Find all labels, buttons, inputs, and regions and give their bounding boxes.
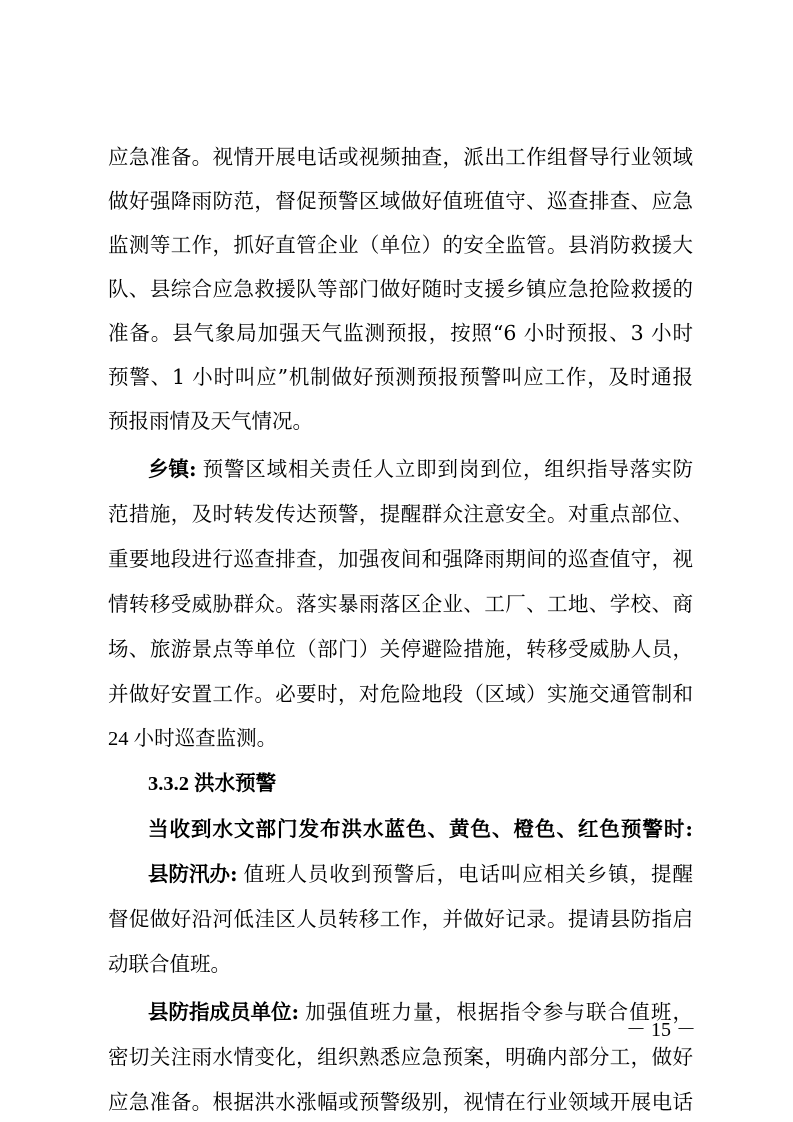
paragraph-line: 加强值班力量，根据指令参与联合值班， (305, 1000, 693, 1024)
paragraph-line: 值班人员收到预警后，电话叫应相关乡镇，提醒 (243, 862, 693, 886)
paragraph-line: 督促做好沿河低洼区人员转移工作，并做好记录。提请县防指启 (108, 907, 693, 931)
paragraph-line: 预警、1 小时叫应”机制做好预测预报预警叫应工作，及时通报 (108, 365, 693, 389)
paragraph-line: 预警区域相关责任人立即到岗到位，组织指导落实防 (202, 457, 693, 481)
paragraph-line: 应急准备。根据洪水涨幅或预警级别，视情在行业领域开展电话 (108, 1090, 693, 1114)
paragraph-line: 范措施，及时转发传达预警，提醒群众注意安全。对重点部位、 (108, 502, 693, 526)
paragraph-first-line (148, 860, 693, 888)
paragraph-line: 做好强降雨防范，督促预警区域做好值班值守、巡查排查、应急 (108, 189, 693, 213)
paragraph-line: 监测等工作，抓好直管企业（单位）的安全监管。县消防救援大 (108, 233, 693, 257)
paragraph-line: 准备。县气象局加强天气监测预报，按照“6 小时预报、3 小时 (108, 321, 693, 345)
paragraph-line: 队、县综合应急救援队等部门做好随时支援乡镇应急抢险救援的 (108, 277, 693, 301)
paragraph-label-member-units: 县防指成员单位: (148, 1000, 300, 1024)
paragraph-label-flood-office: 县防汛办: (148, 862, 238, 886)
paragraph-line: 场、旅游景点等单位（部门）关停避险措施，转移受威胁人员， (108, 637, 693, 661)
paragraph-line: 预报雨情及天气情况。 (108, 409, 313, 433)
page-number: － 15 － (626, 1019, 696, 1041)
condition-heading: 当收到水文部门发布洪水蓝色、黄色、橙色、红色预警时: (148, 817, 693, 841)
paragraph-line: 重要地段进行巡查排查，加强夜间和强降雨期间的巡查值守，视 (108, 547, 693, 571)
paragraph-label-township: 乡镇: (148, 457, 197, 481)
paragraph-line: 并做好安置工作。必要时，对危险地段（区域）实施交通管制和 (108, 682, 693, 706)
paragraph-line: 应急准备。视情开展电话或视频抽查，派出工作组督导行业领域 (108, 145, 693, 169)
section-heading: 3.3.2 洪水预警 (148, 773, 277, 795)
paragraph-first-line (148, 455, 693, 483)
paragraph-line: 情转移受威胁群众。落实暴雨落区企业、工厂、工地、学校、商 (108, 592, 693, 616)
paragraph-first-line (148, 998, 693, 1026)
paragraph-line: 动联合值班。 (108, 952, 231, 976)
paragraph-line: 24 小时巡查监测。 (108, 728, 278, 750)
paragraph-line: 密切关注雨水情变化，组织熟悉应急预案，明确内部分工，做好 (108, 1045, 693, 1069)
